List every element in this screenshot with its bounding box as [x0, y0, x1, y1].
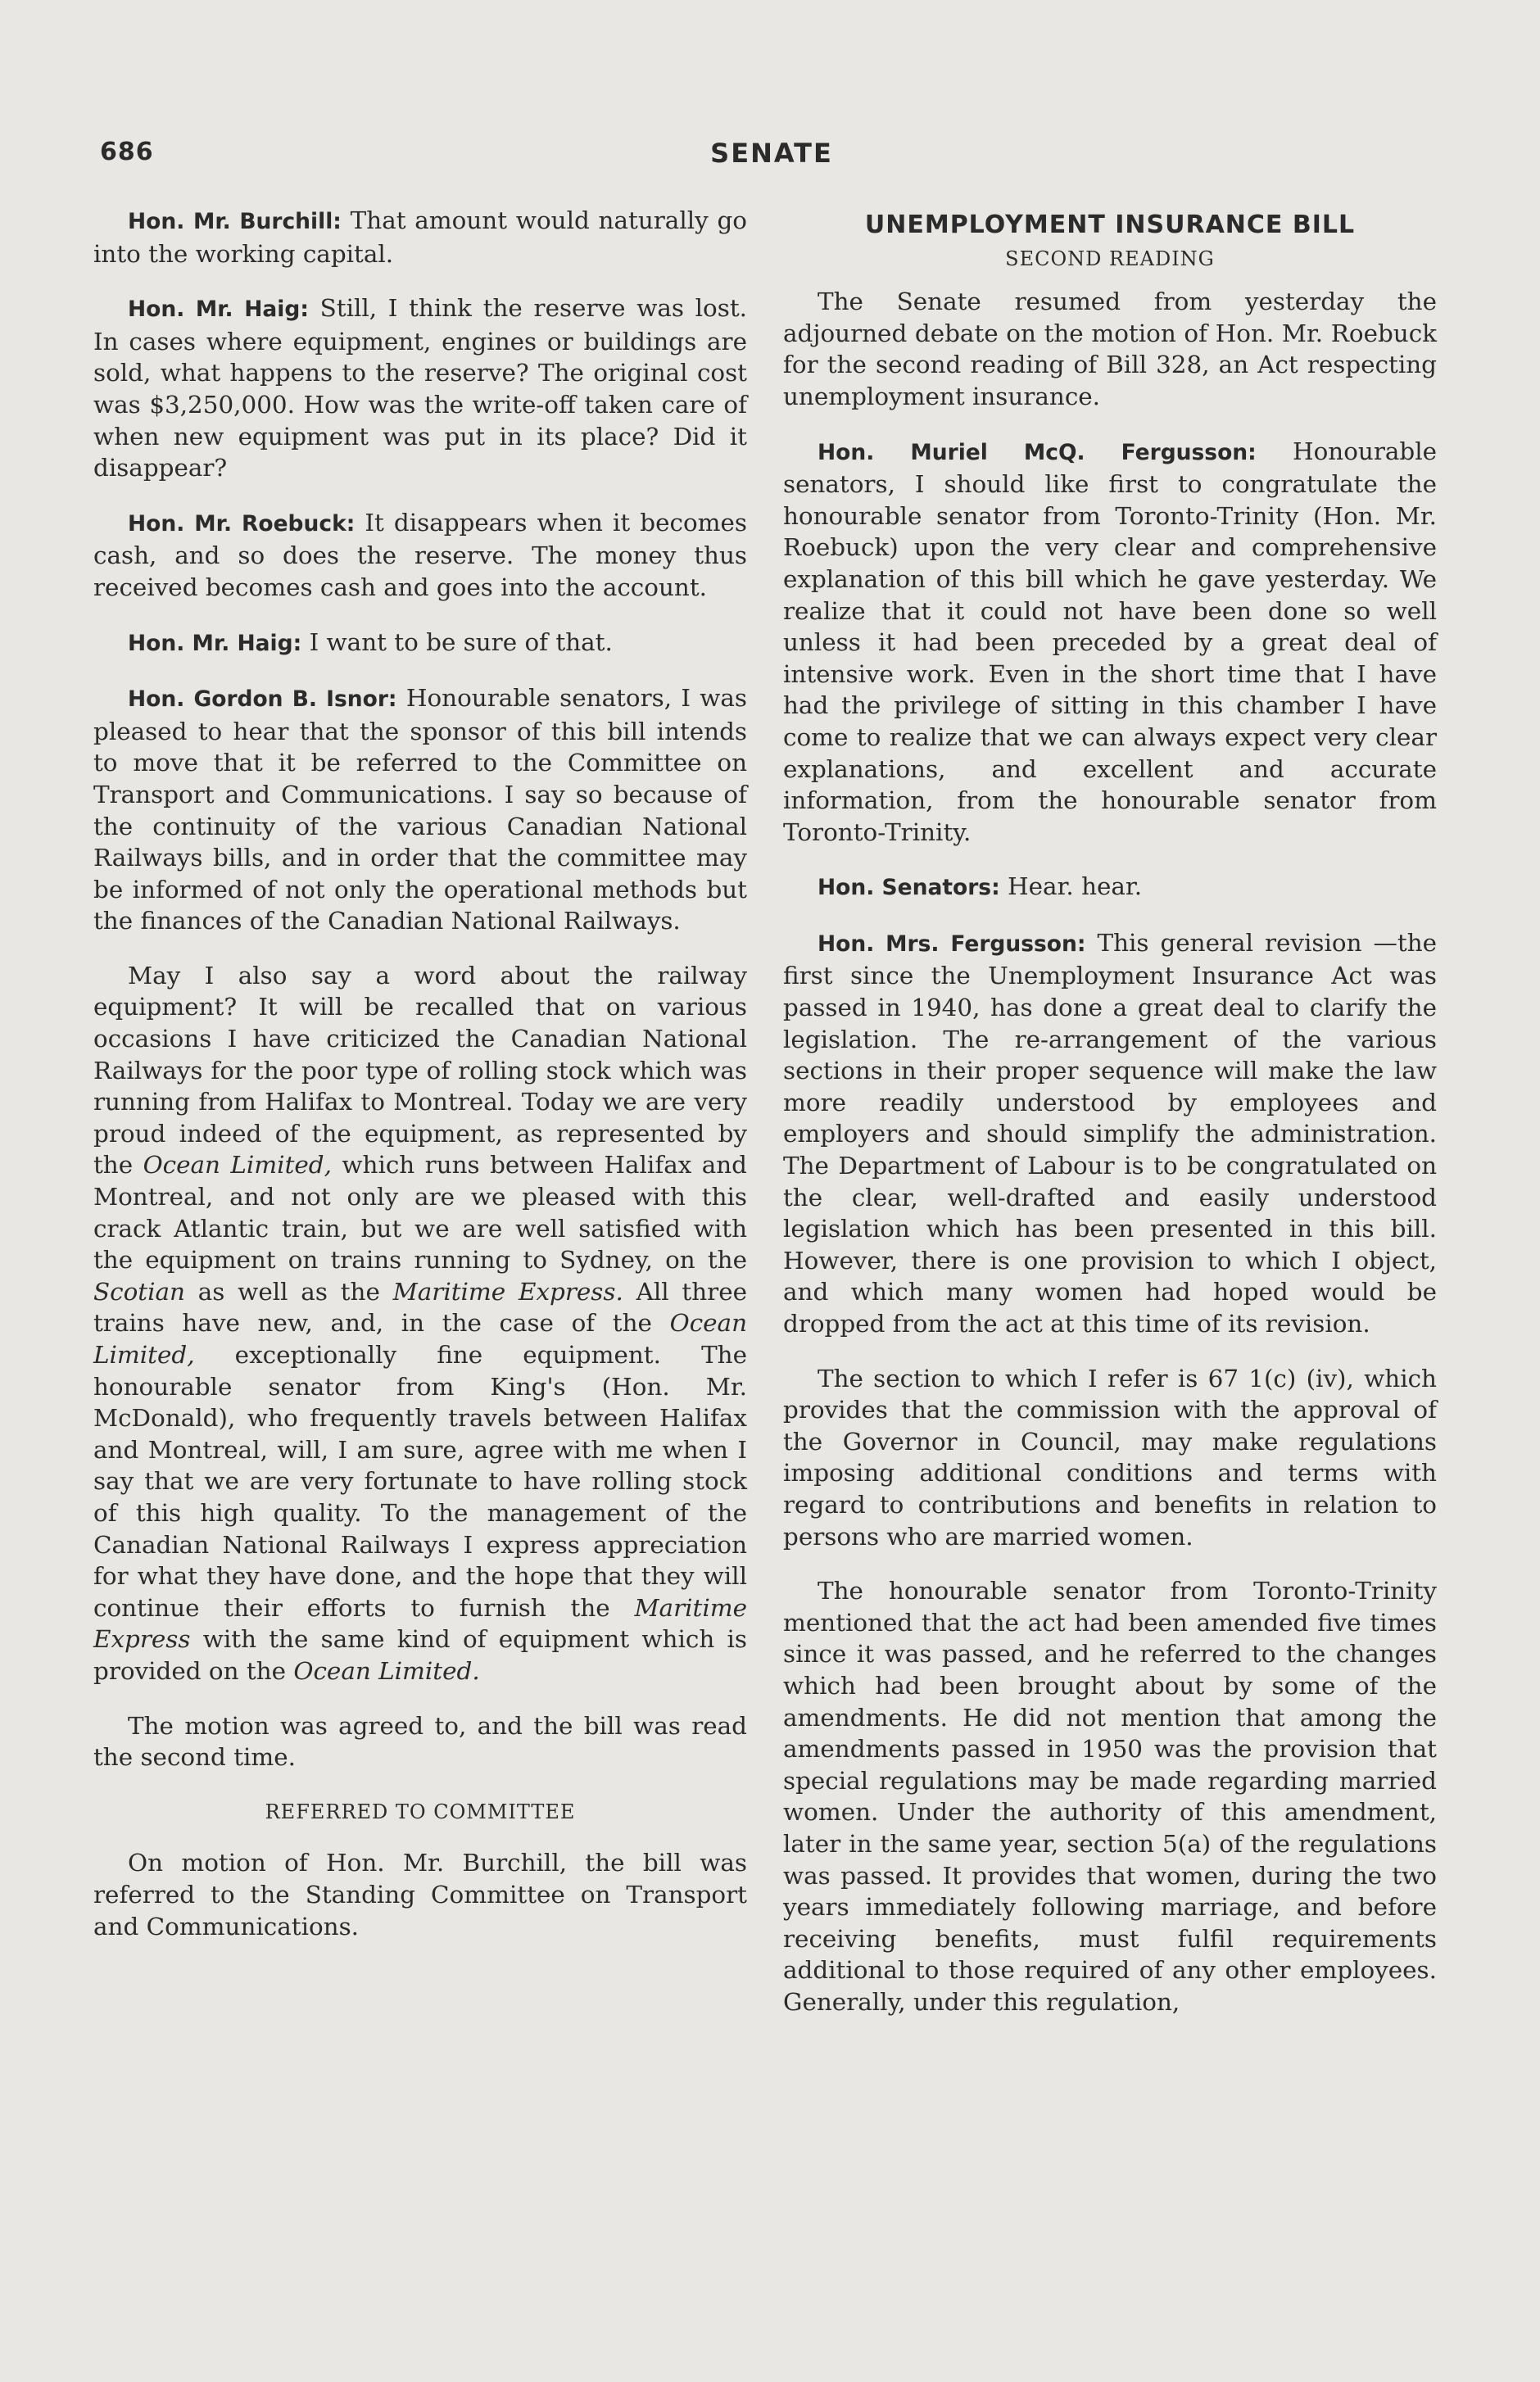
paragraph [783, 436, 1437, 849]
bill-subheading: SECOND READING [1005, 247, 1215, 270]
paragraph [783, 871, 1437, 904]
paragraph [783, 927, 1437, 1340]
text-run: as well as the [184, 1277, 393, 1306]
speech-text: I want to be sure of that. [309, 627, 613, 656]
text-run: All three trains have new, and, in the case of the [93, 1277, 747, 1338]
text-run: which runs between Halifax and Montreal, and not only are we pleased with this crack Atlantic train, but we are well satisfied with the equipment on trains running to Sydney, on the [93, 1151, 747, 1275]
train-name: Maritime Express [93, 1593, 747, 1654]
left-column [93, 205, 747, 1965]
train-name: Ocean Limited. [293, 1656, 480, 1685]
right-column [783, 205, 1437, 2040]
speaker-name: Hon. Senators: [818, 875, 1000, 901]
paragraph: The section to which I refer is 67 1(c) (iv), which provides that the commission with the approval of the Governor in Council, may make regulations imposing additional conditions and terms with regard to contributions and benefits in relation to persons who are married women. [783, 1364, 1437, 1551]
speech-text: It disappears when it becomes cash, and so does the reserve. The money thus received becomes cash and goes into the account. [93, 508, 747, 601]
paragraph [93, 682, 747, 937]
paragraph [93, 292, 747, 484]
train-name: Maritime Express. [392, 1277, 623, 1306]
train-name: Ocean Limited, [143, 1151, 332, 1180]
speaker-name: Hon. Mr. Haig: [128, 630, 302, 656]
page-header [100, 138, 1443, 179]
speaker-name: Hon. Mrs. Fergusson: [818, 931, 1086, 957]
speaker-name: Hon. Mr. Haig: [128, 297, 309, 323]
page-number: 686 [100, 138, 154, 166]
bill-heading: UNEMPLOYMENT INSURANCE BILL [864, 211, 1356, 239]
paragraph: The motion was agreed to, and the bill was read the second time. [93, 1711, 747, 1772]
paragraph [93, 507, 747, 604]
train-name: Scotian [93, 1277, 185, 1306]
paragraph: On motion of Hon. Mr. Burchill, the bill was referred to the Standing Committee on Transport and Communications. [93, 1849, 747, 1940]
speech-text: This general revision —the first since the Unemployment Insurance Act was passed in 1940, has done a great deal to clarify the legislation. The re-arrangement of the various sections in their proper sequence will make the law more readily understood by employees and employers and should simplify the administration. The Department of Labour is to be congratulated on the clear, well-drafted and easily understood legislation which has been presented in this bill. However, there is one provision to which I object, and which many women had hoped would be dropped from the act at this time of its revision. [783, 928, 1438, 1338]
paragraph: The honourable senator from Toronto-Trinity mentioned that the act had been amended five times since it was passed, and he referred to the changes which had been brought about by some of the amendments. He did not mention that among the amendments passed in 1950 was the provision that special regulations may be made regarding married women. Under the authority of this amendment, later in the same year, section 5(a) of the regulations was passed. It provides that women, during the two years immediately following marriage, and before receiving benefits, must fulfil requirements additional to those required of any other employees. Generally, under this regulation, [783, 1577, 1437, 2016]
speech-text: That amount would naturally go into the working capital. [93, 206, 747, 268]
speech-text: Honourable senators, I was pleased to hear that the sponsor of this bill intends to move that it be referred to the Committee on Transport and Communications. I say so because of the continuity of the various Canadian National Railways bills, and in order that the committee may be informed of not only the operational methods but the finances of the Canadian National Railways. [93, 684, 748, 935]
speech-text: Still, I think the reserve was lost. In cases where equipment, engines or buildings are sold, what happens to the reserve? The original cost was $3,250,000. How was the write-off taken care of when new equipment was put in its place? Did it disappear? [93, 294, 747, 482]
running-head: SENATE [710, 138, 833, 169]
text-run: with the same kind of equipment which is provided on the [93, 1625, 747, 1685]
speaker-name: Hon. Mr. Burchill: [128, 209, 342, 234]
paragraph [93, 205, 747, 269]
paragraph: The Senate resumed from yesterday the adjourned debate on the motion of Hon. Mr. Roebuck for the second reading of Bill 328, an Act respecting unemployment insurance. [783, 288, 1437, 410]
text-run: May I also say a word about the railway equipment? It will be recalled that on various occasions I have criticized the Canadian National Railways for the poor type of rolling stock which was running from Halifax to Montreal. Today we are very proud indeed of the equipment, as represented by the [93, 961, 747, 1180]
speaker-name: Hon. Mr. Roebuck: [128, 510, 356, 537]
train-name: Ocean Limited, [93, 1309, 747, 1369]
paragraph [93, 627, 747, 660]
paragraph [93, 960, 747, 1687]
speaker-name: Hon. Muriel McQ. Fergusson: [818, 439, 1257, 465]
speech-text: Honourable senators, I should like first to congratulate the honourable senator from Toronto-Trinity (Hon. Mr. Roebuck) upon the very clear and comprehensive explanation of this bill which he gave yesterday. We realize that it could not have been done so well unless it had been preceded by a great deal of intensive work. Even in the short time that I have had the privilege of sitting in this chamber I have come to realize that we can always expect very clear explanations, and excellent and accurate information, from the honourable senator from Toronto-Trinity. [783, 437, 1438, 846]
speech-text: Hear. hear. [1008, 872, 1143, 901]
text-run: exceptionally fine equipment. The honourable senator from King's (Hon. Mr. McDonald), who frequently travels between Halifax and Montreal, will, I am sure, agree with me when I say that we are very fortunate to have rolling stock of this high quality. To the management of the Canadian National Railways I express appreciation for what they have done, and the hope that they will continue their efforts to furnish the [93, 1341, 747, 1622]
speaker-name: Hon. Gordon B. Isnor: [128, 686, 397, 713]
section-heading-referred: REFERRED TO COMMITTEE [265, 1800, 576, 1823]
